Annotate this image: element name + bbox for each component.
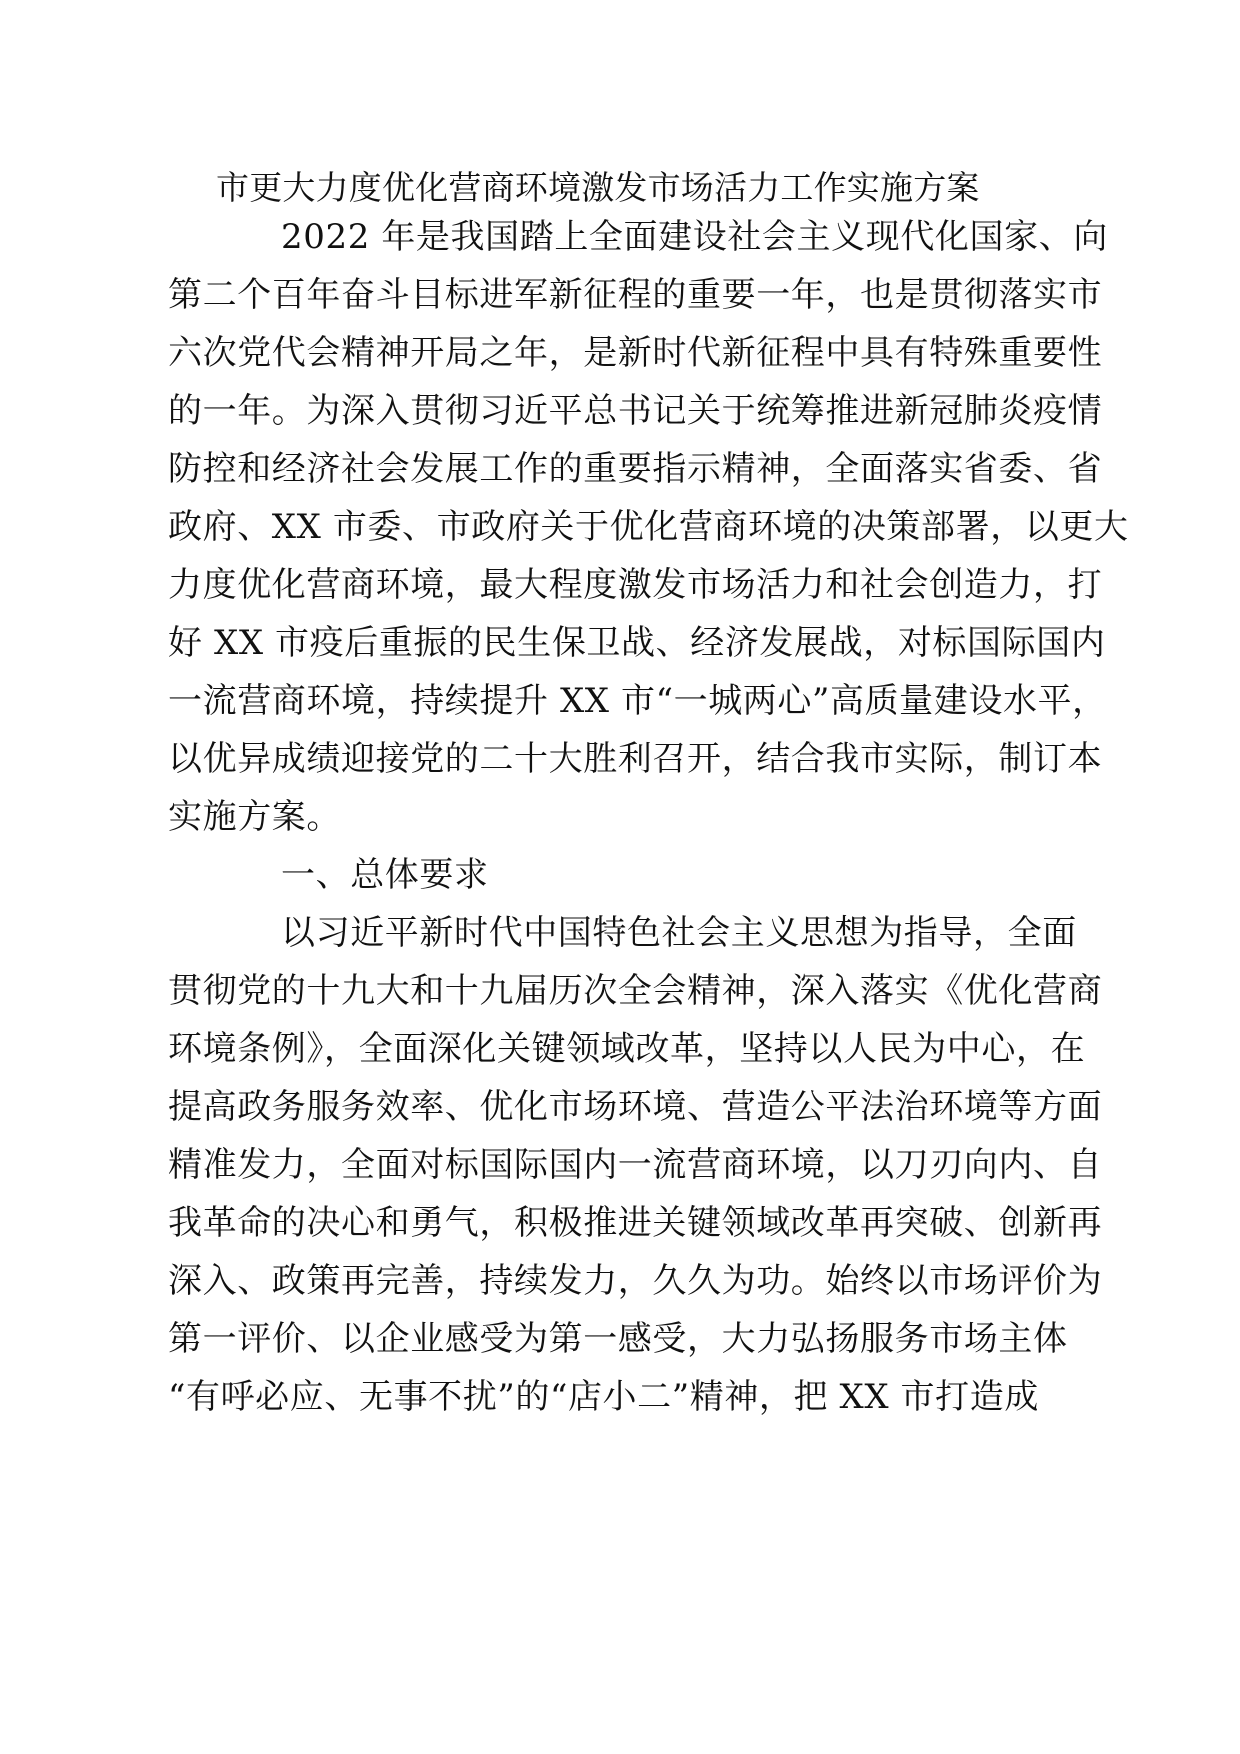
paragraph-line-1: 2022 年是我国踏上全面建设社会主义现代化国家、向 — [281, 217, 1108, 257]
paragraph-line-20: “有呼必应、无事不扰”的“店小二”精神，把 XX 市打造成 — [168, 1377, 1039, 1417]
paragraph-line-13: 贯彻党的十九大和十九届历次全会精神，深入落实《优化营商 — [168, 971, 1103, 1011]
paragraph-line-8: 好 XX 市疫后重振的民生保卫战、经济发展战，对标国际国内 — [168, 623, 1106, 663]
paragraph-line-3: 六次党代会精神开局之年，是新时代新征程中具有特殊重要性 — [168, 333, 1103, 373]
paragraph-line-19: 第一评价、以企业感受为第一感受，大力弘扬服务市场主体 — [168, 1319, 1068, 1359]
paragraph-line-4: 的一年。为深入贯彻习近平总书记关于统筹推进新冠肺炎疫情 — [168, 391, 1103, 431]
section-heading: 一、总体要求 — [281, 855, 489, 895]
paragraph-line-5: 防控和经济社会发展工作的重要指示精神，全面落实省委、省 — [168, 449, 1103, 489]
paragraph-line-7: 力度优化营商环境，最大程度激发市场活力和社会创造力，打 — [168, 565, 1103, 605]
paragraph-line-18: 深入、政策再完善，持续发力，久久为功。始终以市场评价为 — [168, 1261, 1103, 1301]
paragraph-line-17: 我革命的决心和勇气，积极推进关键领域改革再突破、创新再 — [168, 1203, 1103, 1243]
paragraph-line-12: 以习近平新时代中国特色社会主义思想为指导，全面 — [281, 913, 1077, 953]
paragraph-line-9: 一流营商环境，持续提升 XX 市“一城两心”高质量建设水平， — [168, 681, 1107, 721]
paragraph-line-14: 环境条例》，全面深化关键领域改革，坚持以人民为中心，在 — [168, 1029, 1086, 1069]
paragraph-line-2: 第二个百年奋斗目标进军新征程的重要一年，也是贯彻落实市 — [168, 275, 1103, 315]
paragraph-line-10: 以优异成绩迎接党的二十大胜利召开，结合我市实际，制订本 — [168, 739, 1103, 779]
paragraph-line-11: 实施方案。 — [168, 797, 341, 837]
paragraph-line-15: 提高政务服务效率、优化市场环境、营造公平法治环境等方面 — [168, 1087, 1103, 1127]
paragraph-line-6: 政府、XX 市委、市政府关于优化营商环境的决策部署，以更大 — [168, 507, 1129, 547]
paragraph-line-16: 精准发力，全面对标国际国内一流营商环境，以刀刃向内、自 — [168, 1145, 1103, 1185]
document-title: 市更大力度优化营商环境激发市场活力工作实施方案 — [216, 168, 980, 207]
